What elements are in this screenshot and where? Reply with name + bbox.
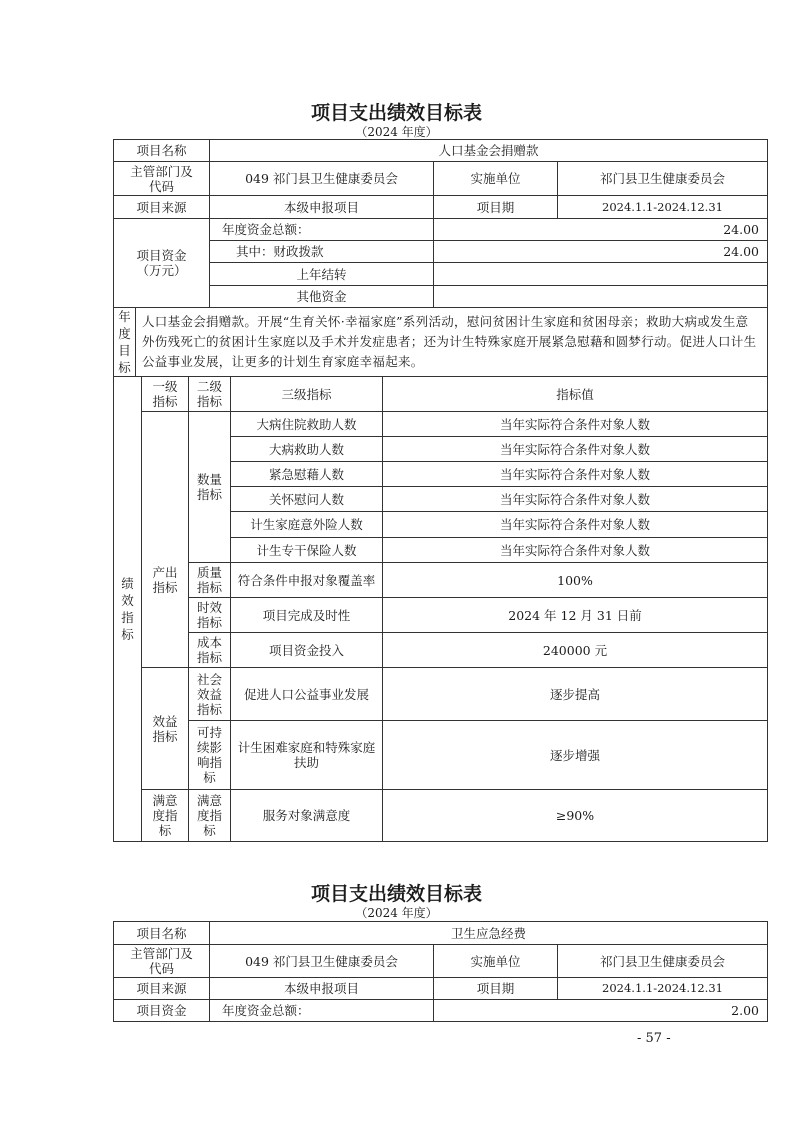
table2-funds [113, 999, 768, 1022]
project-name-value: 卫生应急经费 [210, 922, 768, 945]
goal-label: 年度目标 [114, 308, 136, 377]
table-header-row [114, 377, 768, 412]
indicator-name: 项目资金投入 [231, 633, 383, 668]
source-label: 项目来源 [114, 978, 210, 1000]
level2-sustainable: 可持续影响指标 [189, 721, 231, 790]
header-level2: 二级指标 [189, 377, 231, 412]
dept-value: 049 祁门县卫生健康委员会 [210, 945, 434, 978]
table-row [114, 922, 768, 945]
table-row [114, 563, 768, 598]
level2-cost: 成本指标 [189, 633, 231, 668]
table1-performance [113, 376, 768, 842]
table-row [114, 633, 768, 668]
funds-other-value [434, 286, 768, 308]
indicator-value: 240000 元 [383, 633, 768, 668]
level2-satisfaction: 满意度指标 [189, 790, 231, 842]
table-row [114, 162, 768, 196]
indicator-name: 项目完成及时性 [231, 598, 383, 633]
period-value: 2024.1.1-2024.12.31 [558, 978, 768, 1000]
table-row [114, 308, 768, 377]
funds-label: 项目资金 [114, 1000, 210, 1022]
project-name-value: 人口基金会捐赠款 [210, 140, 768, 162]
table-row [114, 196, 768, 219]
table-row [114, 668, 768, 721]
table-row [114, 945, 768, 978]
indicator-name: 紧急慰藉人数 [231, 462, 383, 487]
indicator-name: 关怀慰问人数 [231, 487, 383, 512]
level1-satisfaction: 满意度指标 [142, 790, 189, 842]
indicator-value: 100% [383, 563, 768, 598]
funds-fiscal-value: 24.00 [434, 241, 768, 263]
level2-timeliness: 时效指标 [189, 598, 231, 633]
project-name-label: 项目名称 [114, 140, 210, 162]
table-row [114, 978, 768, 1000]
indicator-name: 促进人口公益事业发展 [231, 668, 383, 721]
indicator-value: 当年实际符合条件对象人数 [383, 512, 768, 538]
project-name-label: 项目名称 [114, 922, 210, 945]
source-value: 本级申报项目 [210, 978, 434, 1000]
page-number: - 57 - [637, 1031, 671, 1046]
funds-total-value: 24.00 [434, 219, 768, 241]
table-row [114, 140, 768, 162]
level2-quantity: 数量指标 [189, 412, 231, 563]
funds-label: 项目资金（万元） [114, 219, 210, 308]
funds-carryover-value [434, 263, 768, 286]
table2-title: 项目支出绩效目标表 [310, 883, 482, 905]
indicator-value: 当年实际符合条件对象人数 [383, 437, 768, 462]
table-row [114, 241, 768, 263]
table-row [114, 598, 768, 633]
level1-benefit: 效益指标 [142, 668, 189, 790]
indicator-name: 计生困难家庭和特殊家庭扶助 [231, 721, 383, 790]
period-label: 项目期 [434, 196, 558, 219]
header-value: 指标值 [383, 377, 768, 412]
table-row [114, 286, 768, 308]
dept-label: 主管部门及代码 [114, 162, 210, 196]
header-level1: 一级指标 [142, 377, 189, 412]
indicator-name: 符合条件申报对象覆盖率 [231, 563, 383, 598]
table1-basic-info [113, 139, 768, 219]
indicator-value: ≥90% [383, 790, 768, 842]
table2-basic-info [113, 921, 768, 1000]
indicator-value: 当年实际符合条件对象人数 [383, 487, 768, 512]
impl-value: 祁门县卫生健康委员会 [558, 162, 768, 196]
indicator-name: 大病救助人数 [231, 437, 383, 462]
table-row [114, 263, 768, 286]
dept-value: 049 祁门县卫生健康委员会 [210, 162, 434, 196]
table1-funds [113, 218, 768, 308]
period-label: 项目期 [434, 978, 558, 1000]
indicator-value: 逐步增强 [383, 721, 768, 790]
indicator-value: 当年实际符合条件对象人数 [383, 462, 768, 487]
table1-subtitle: （2024 年度） [355, 125, 438, 139]
table-row [114, 1000, 768, 1022]
funds-total-value: 2.00 [434, 1000, 768, 1022]
header-level3: 三级指标 [231, 377, 383, 412]
indicator-name: 计生专干保险人数 [231, 538, 383, 563]
funds-carryover-label: 上年结转 [210, 263, 434, 286]
funds-total-label: 年度资金总额： [210, 1000, 434, 1022]
table-row [114, 219, 768, 241]
level2-quality: 质量指标 [189, 563, 231, 598]
table1-goal [113, 307, 768, 377]
table-row [114, 790, 768, 842]
level1-output: 产出指标 [142, 412, 189, 668]
funds-other-label: 其他资金 [210, 286, 434, 308]
table2-subtitle: （2024 年度） [355, 906, 438, 920]
indicator-name: 计生家庭意外险人数 [231, 512, 383, 538]
table1-title: 项目支出绩效目标表 [310, 102, 482, 124]
level2-social: 社会效益指标 [189, 668, 231, 721]
perf-label: 绩效指标 [114, 377, 142, 842]
impl-label: 实施单位 [434, 162, 558, 196]
dept-label: 主管部门及代码 [114, 945, 210, 978]
indicator-name: 服务对象满意度 [231, 790, 383, 842]
table-row [114, 721, 768, 790]
indicator-value: 当年实际符合条件对象人数 [383, 412, 768, 437]
indicator-value: 逐步提高 [383, 668, 768, 721]
period-value: 2024.1.1-2024.12.31 [558, 196, 768, 219]
indicator-value: 当年实际符合条件对象人数 [383, 538, 768, 563]
source-label: 项目来源 [114, 196, 210, 219]
source-value: 本级申报项目 [210, 196, 434, 219]
impl-value: 祁门县卫生健康委员会 [558, 945, 768, 978]
indicator-value: 2024 年 12 月 31 日前 [383, 598, 768, 633]
indicator-name: 大病住院救助人数 [231, 412, 383, 437]
funds-fiscal-label: 其中：财政拨款 [210, 241, 434, 263]
impl-label: 实施单位 [434, 945, 558, 978]
goal-text: 人口基金会捐赠款。开展“生育关怀·幸福家庭”系列活动，慰问贫困计生家庭和贫困母亲；救助大病或发生意外伤残死亡的贫困计生家庭以及手术并发症患者；还为计生特殊家庭开展紧急慰藉和圆梦行动。促进人口计生公益事业发展，让更多的计划生育家庭幸福起来。 [136, 308, 768, 377]
table-row [114, 412, 768, 437]
funds-total-label: 年度资金总额： [210, 219, 434, 241]
